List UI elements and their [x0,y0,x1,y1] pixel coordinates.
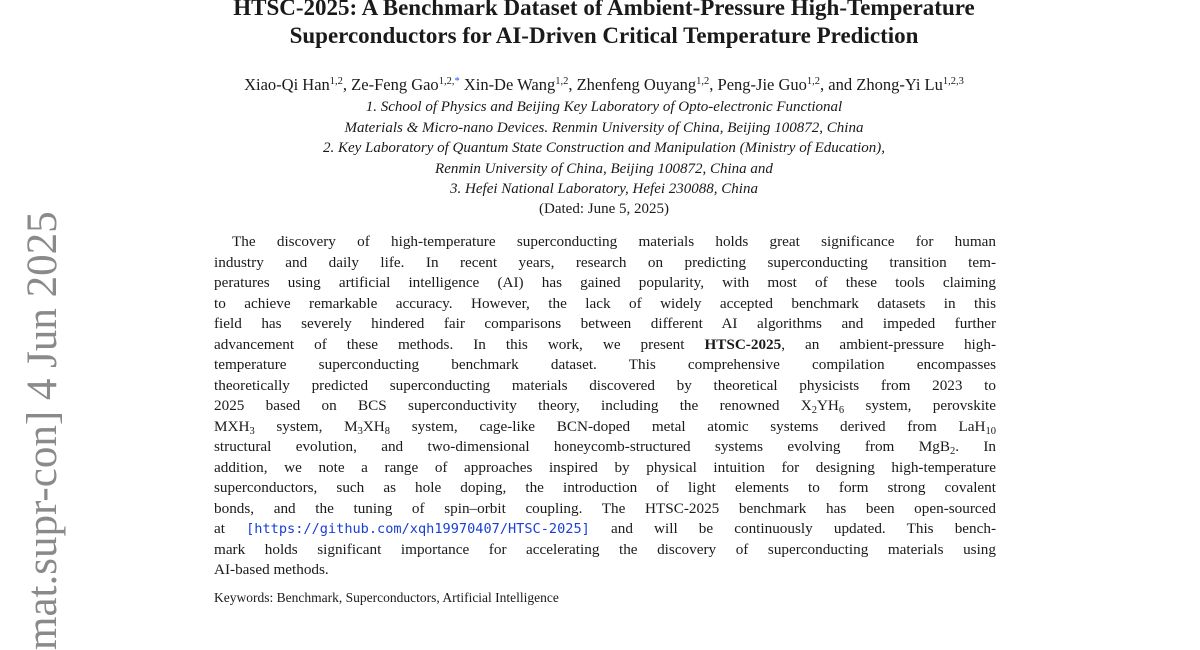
paper-title [0,0,1200,50]
abstract-line: mark holds significant importance for accelerating the discovery of superconducting materials using [214,540,996,558]
arxiv-side-stamp: mat.supr-con] 4 Jun 2025 [19,211,66,650]
author-name: Xin-De Wang [463,75,556,94]
abstract [214,232,996,581]
keywords: Keywords: Benchmark, Superconductors, Artificial Intelligence [214,590,559,605]
abstract-line: addition, we note a range of approaches inspired by physical intuition for designing high-temperature [214,458,996,476]
abstract-line: $MXH_3$ system, $M_3XH_8$ system, cage-like BCN-doped metal atomic systems derived from LaH$_{10}$ [214,417,996,437]
author-affiliation-mark: 1,2 [806,76,821,87]
dataset-name: HTSC-2025 [704,335,782,353]
abstract-line: theoretically predicted superconducting materials discovered by theoretical physicists from 2023 to [214,376,996,394]
affiliations [0,97,1200,200]
abstract-line: structural evolution, and two-dimensional honeycomb-structured systems evolving from MgB$_2$. In [214,438,996,457]
abstract-line: The discovery of high-temperature superconducting materials holds great significance for human [232,233,996,250]
author-conjunction: and [828,75,853,94]
abstract-line: AI-based methods. [214,561,329,578]
author-affiliation-mark: 1,2 [555,76,569,87]
affiliation-line: Materials & Micro-nano Devices. Renmin University of China, Beijing 100872, China [344,119,864,136]
author-name: Xiao-Qi Han [244,75,330,94]
author-name: Zhong-Yi Lu [856,75,943,94]
author-list: Xiao-Qi Han$^{1,2}$, Ze-Feng Gao$^{1,2,*}$ Xin-De Wang$^{1,2}$, Zhenfeng Ouyang$^{1,2}$, Peng-Jie Guo$^{1,2}$, and Zhong-Yi Lu$^{1,2,3}$ [244,75,964,94]
title-line-1: HTSC-2025: A Benchmark Dataset of Ambient-Pressure High-Temperature [233,0,975,20]
abstract-line: superconductors, such as hole doping, the introduction of light elements to form strong covalent [214,479,996,496]
author-affiliation-mark: 1,2 [438,76,452,87]
abstract-line: to achieve remarkable accuracy. However, the lack of widely accepted benchmark datasets in this [214,294,996,312]
dated-line: (Dated: June 5, 2025) [539,201,669,217]
author-name: Peng-Jie Guo [717,75,807,94]
abstract-line: advancement of these methods. In this work, we present HTSC-2025, an ambient-pressure high- [214,335,997,353]
github-link[interactable]: [https://github.com/xqh19970407/HTSC-2025] [246,521,590,537]
abstract-line: at [https://github.com/xqh19970407/HTSC-2025] and will be continuously updated. This bench- [214,520,997,537]
abstract-line: bonds, and the tuning of spin–orbit coupling. The HTSC-2025 benchmark has been open-sourced [214,499,996,517]
affiliation-line: Renmin University of China, Beijing 100872, China and [435,160,773,177]
author-name: Ze-Feng Gao [351,75,439,94]
affiliation-line: 3. Hefei National Laboratory, Hefei 230088, China [450,181,758,197]
title-line-2: Superconductors for AI-Driven Critical Temperature Prediction [289,23,919,48]
abstract-line: 2025 based on BCS superconductivity theory, including the renowned $X_2YH_6$ system, perovskite [214,397,996,416]
author-affiliation-mark: 1,2,3 [942,76,964,87]
abstract-line: industry and daily life. In recent years, research on predicting superconducting transition tem- [214,253,996,271]
abstract-line: temperature superconducting benchmark dataset. This comprehensive compilation encompasses [214,356,996,373]
author-affiliation-mark: 1,2 [696,76,710,87]
abstract-line: peratures using artificial intelligence (AI) has gained popularity, with most of these tools claiming [214,274,996,291]
corresponding-author-link[interactable]: * [454,76,460,87]
author-affiliation-mark: 1,2 [329,76,343,87]
affiliation-line: 1. School of Physics and Beijing Key Laboratory of Opto-electronic Functional [365,99,843,115]
abstract-line: field has severely hindered fair comparisons between different AI algorithms and impeded further [214,315,996,332]
affiliation-line: 2. Key Laboratory of Quantum State Construction and Manipulation (Ministry of Education), [322,140,886,156]
author-name: Zhenfeng Ouyang [576,75,697,94]
